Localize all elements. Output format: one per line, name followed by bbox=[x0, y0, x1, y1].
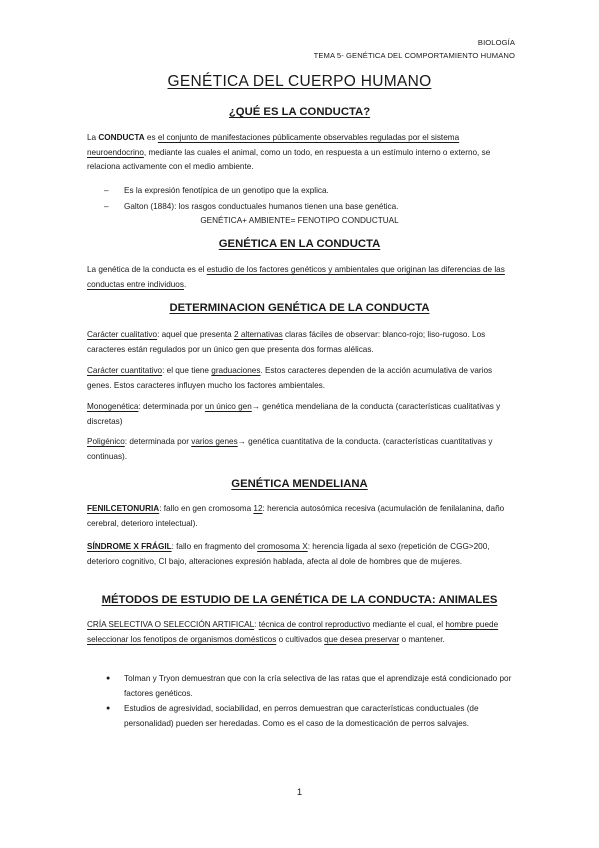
text-run: : herencia ligada al sexo (repetición de CGG>200, deterioro cognitivo, CI bajo, alteraciones expresión hablada, afecta al dole de hombres que de mujeres. bbox=[87, 542, 490, 566]
text-run: , mediante las cuales el animal, como un todo, en respuesta a un estímulo interno o externo, se relaciona activamente con el medio ambiente. bbox=[87, 147, 491, 172]
paragraph-caracter-cualitativo bbox=[87, 328, 517, 357]
text-run: . Estos caracteres dependen de la acción acumulativa de varios genes. Estos caracteres influyen mucho los factores ambientales. bbox=[87, 366, 493, 390]
heading-que-es-la-conducta: ¿QUÉ ES LA CONDUCTA? bbox=[228, 106, 371, 118]
text-run: : fallo en gen cromosoma bbox=[159, 504, 254, 513]
dash-marker: – bbox=[104, 202, 109, 211]
dash-marker: – bbox=[104, 186, 109, 195]
text-run: La bbox=[87, 133, 99, 142]
text-run: : el que tiene bbox=[162, 366, 212, 375]
term-poligenico: Poligénico bbox=[87, 437, 125, 446]
paragraph-monogenetica bbox=[87, 400, 517, 429]
dash-item-fenotipo: Es la expresión fenotípica de un genotipo que la explica. bbox=[124, 186, 329, 195]
term-monogenetica: Monogenética bbox=[87, 402, 139, 411]
page-number: 1 bbox=[296, 787, 303, 798]
text-run: : bbox=[254, 620, 259, 629]
underlined-text: hombre puede seleccionar los fenotipos de organismos domésticos bbox=[87, 620, 499, 644]
paragraph-poligenico bbox=[87, 435, 517, 464]
text-run: La genética de la conducta es el bbox=[87, 265, 207, 274]
underlined-text: varios genes bbox=[191, 437, 238, 446]
paragraph-fenilcetonuria bbox=[87, 502, 517, 531]
paragraph-sindrome-x-fragil bbox=[87, 540, 517, 569]
underlined-text: técnica de control reproductivo bbox=[258, 620, 371, 629]
heading-genetica-mendeliana: GENÉTICA MENDELIANA bbox=[231, 478, 368, 490]
underlined-text: que desea preservar bbox=[324, 634, 400, 644]
underlined-text: 12 bbox=[253, 504, 263, 513]
underlined-text: cromosoma X bbox=[257, 542, 308, 551]
text-run: o mantener. bbox=[399, 634, 445, 644]
text-run: : aquel que presenta bbox=[157, 330, 235, 339]
header-subject: BIOLOGÍA bbox=[477, 38, 515, 47]
term-conducta: CONDUCTA bbox=[98, 133, 145, 142]
underlined-text: estudio de los factores genéticos y ambientales que originan las diferencias de las conductas entre individuos bbox=[87, 265, 505, 289]
text-run: : determinada por bbox=[138, 402, 205, 411]
page-title: GENÉTICA DEL CUERPO HUMANO bbox=[167, 73, 432, 90]
text-run: : herencia autosómica recesiva (acumulación de fenilalanina, daño cerebral, deterioro intelectual). bbox=[87, 504, 505, 528]
paragraph-genetica-conducta bbox=[87, 263, 517, 292]
text-run: : fallo en fragmento del bbox=[171, 542, 258, 551]
bullet-item-perros: Estudios de agresividad, sociabilidad, en perros demuestran que características conductuales (de personalidad) pueden ser heredadas. Como es el caso de la domesticación de perros salvajes. bbox=[124, 704, 479, 728]
underlined-text: un único gen bbox=[204, 402, 252, 411]
dash-item-galton: Galton (1884): los rasgos conductuales humanos tienen una base genética. bbox=[124, 202, 399, 211]
paragraph-cria-selectiva bbox=[87, 618, 517, 647]
term-fenilcetonuria: FENILCETONURIA bbox=[87, 504, 160, 513]
bullet-marker: ● bbox=[106, 675, 111, 682]
underlined-definition: el conjunto de manifestaciones públicamente observables reguladas por el sistema neuroendocrino bbox=[87, 133, 460, 157]
text-run: es bbox=[144, 133, 158, 142]
heading-determinacion-genetica: DETERMINACION GENÉTICA DE LA CONDUCTA bbox=[169, 302, 430, 314]
heading-genetica-en-la-conducta: GENÉTICA EN LA CONDUCTA bbox=[218, 238, 381, 250]
text-run: → genética mendeliana de la conducta (características cualitativas y discretas) bbox=[87, 402, 501, 426]
bullet-item-tolman-tryon: Tolman y Tryon demuestran que con la cría selectiva de las ratas que el aprendizaje está condicionado por factores genéticos. bbox=[124, 674, 512, 698]
underlined-text: graduaciones bbox=[211, 366, 261, 375]
header-topic: TEMA 5- GENÉTICA DEL COMPORTAMIENTO HUMANO bbox=[313, 51, 515, 60]
text-run: → genética cuantitativa de la conducta. (características cuantitativas y continuas). bbox=[87, 437, 493, 461]
term-cuantitativo: Carácter cuantitativo bbox=[87, 366, 163, 375]
paragraph-caracter-cuantitativo bbox=[87, 364, 517, 393]
underlined-text: 2 alternativas bbox=[234, 330, 283, 339]
text-run: : determinada por bbox=[124, 437, 192, 446]
bullet-marker: ● bbox=[106, 705, 111, 712]
text-run: claras fáciles de observar: blanco-rojo; liso-rugoso. Los caracteres están regulados por un único gen que presenta dos formas alélicas. bbox=[87, 330, 486, 354]
text-run: o cultivados bbox=[276, 634, 325, 644]
text-run: mediante el cual, el bbox=[370, 620, 446, 629]
formula-fenotipo-conductual: GENÉTICA+ AMBIENTE= FENOTIPO CONDUCTUAL bbox=[200, 216, 399, 225]
paragraph-conducta-definition bbox=[87, 131, 517, 175]
term-sindrome-x-fragil: SÍNDROME X FRÁGIL bbox=[87, 542, 172, 551]
heading-metodos-estudio: MÉTODOS DE ESTUDIO DE LA GENÉTICA DE LA CONDUCTA: ANIMALES bbox=[101, 594, 498, 606]
text-run: . bbox=[183, 279, 187, 289]
term-cualitativo: Carácter cualitativo bbox=[87, 330, 158, 339]
term-cria-selectiva: CRÍA SELECTIVA O SELECCIÓN ARTIFICAL bbox=[87, 620, 255, 629]
